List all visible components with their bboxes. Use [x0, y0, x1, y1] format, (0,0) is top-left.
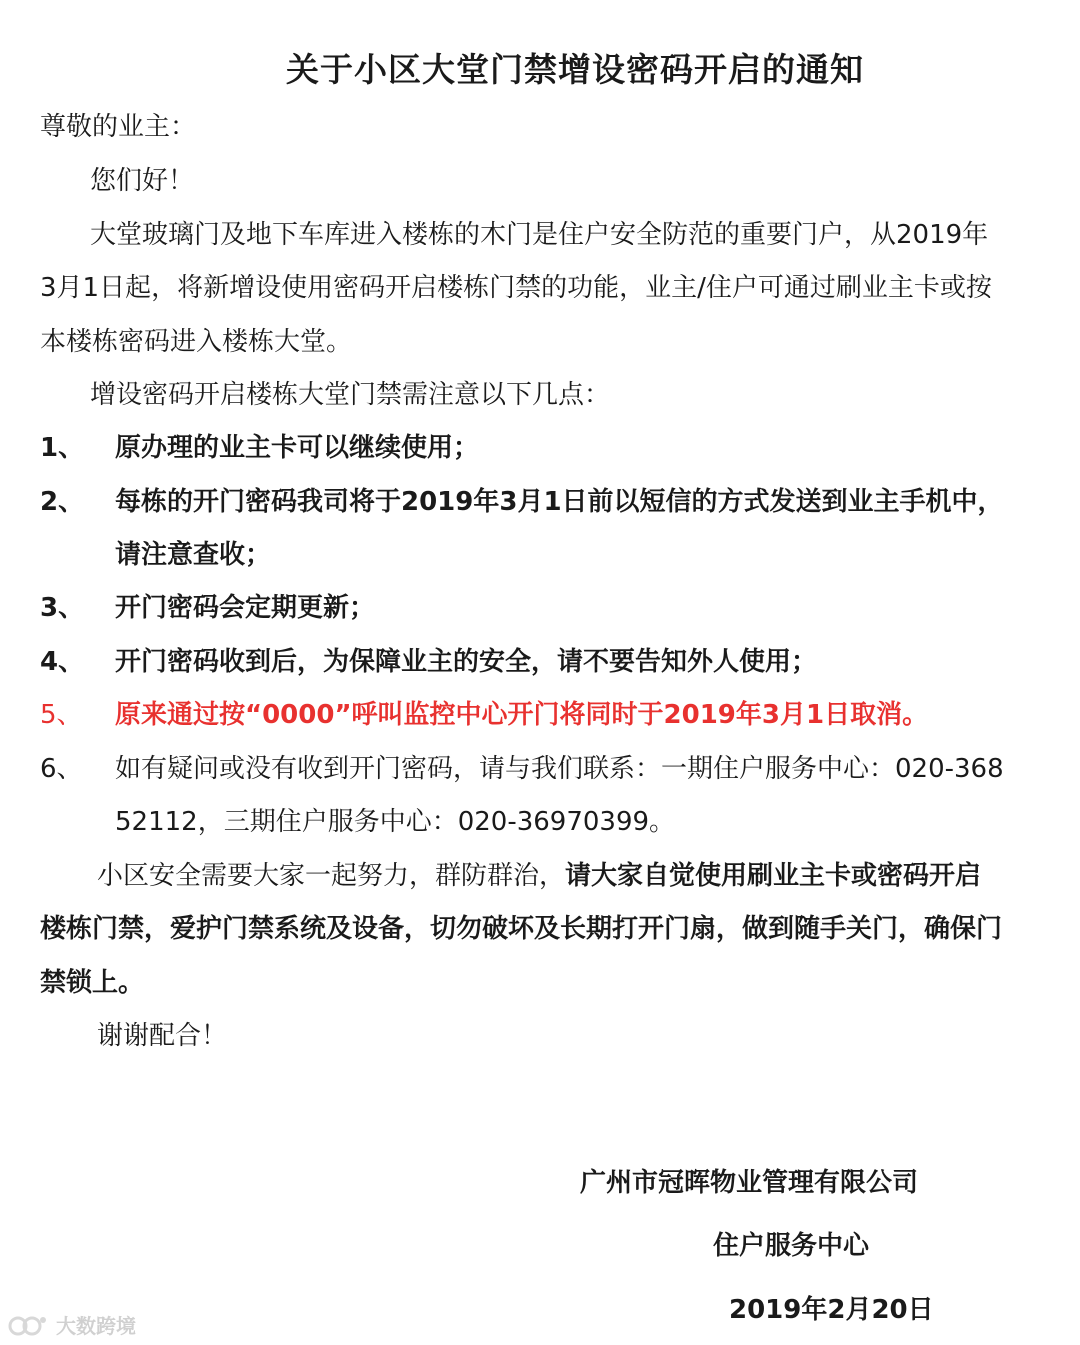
signature-company: 广州市冠晖物业管理有限公司: [580, 1168, 919, 1198]
item-1-text: 原办理的业主卡可以继续使用；: [115, 433, 480, 463]
para1-line1: 大堂玻璃门及地下车库进入楼栋的木门是住户安全防范的重要门户，从2019年: [90, 220, 989, 250]
item-4-number: 4、: [40, 647, 85, 677]
signature-date: 2019年2月20日: [729, 1295, 934, 1325]
item-2-text-cont: 请注意查收；: [115, 540, 272, 570]
watermark-text: 大数跨境: [56, 1314, 136, 1338]
item-3-number: 3、: [40, 593, 85, 623]
greeting: 您们好！: [90, 166, 195, 196]
signature-department: 住户服务中心: [713, 1231, 870, 1261]
notice-title: 关于小区大堂门禁增设密码开启的通知: [286, 50, 864, 89]
item-6-text-cont: 52112，三期住户服务中心：020-36970399。: [115, 807, 676, 837]
item-6-text: 如有疑问或没有收到开门密码，请与我们联系：一期住户服务中心：020-368: [115, 754, 1004, 784]
item-6-number: 6、: [40, 754, 83, 784]
salutation: 尊敬的业主：: [40, 112, 197, 142]
item-2-number: 2、: [40, 487, 85, 517]
closing-line1: [97, 859, 981, 893]
item-3-text: 开门密码会定期更新；: [115, 593, 376, 623]
item-1-number: 1、: [40, 433, 85, 463]
item-2-text: 每栋的开门密码我司将于2019年3月1日前以短信的方式发送到业主手机中，: [115, 487, 1004, 517]
closing-line2: 楼栋门禁，爱护门禁系统及设备，切勿破坏及长期打开门扇，做到随手关门，确保门: [40, 914, 1003, 944]
closing-line1-bold: 请大家自觉使用刷业主卡或密码开启: [565, 861, 982, 891]
items-intro: 增设密码开启楼栋大堂门禁需注意以下几点：: [90, 380, 611, 410]
watermark-logo-icon: [8, 1312, 50, 1338]
item-5-text: 原来通过按“0000”呼叫监控中心开门将同时于2019年3月1日取消。: [115, 700, 929, 730]
thanks: 谢谢配合！: [97, 1021, 228, 1051]
para1-line3: 本楼栋密码进入楼栋大堂。: [40, 327, 353, 357]
para1-line2: 3月1日起，将新增设使用密码开启楼栋门禁的功能，业主/住户可通过刷业主卡或按: [40, 273, 992, 303]
closing-line1-normal: 小区安全需要大家一起努力，群防群治，: [97, 861, 566, 891]
closing-line3: 禁锁上。: [40, 968, 145, 998]
item-4-text: 开门密码收到后，为保障业主的安全，请不要告知外人使用；: [115, 647, 818, 677]
watermark: [8, 1310, 136, 1339]
item-5-number: 5、: [40, 700, 83, 730]
